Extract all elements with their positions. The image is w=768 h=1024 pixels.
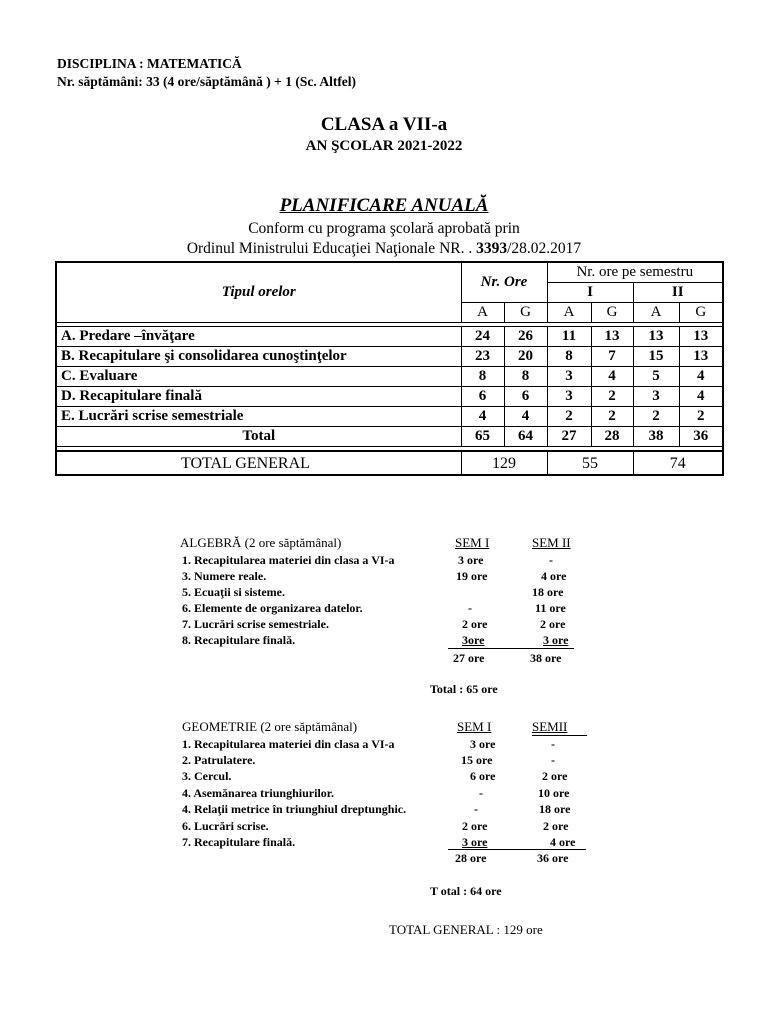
geometry-sem2: - bbox=[551, 753, 555, 767]
plan-title: PLANIFICARE ANUALĂ bbox=[279, 195, 489, 216]
cell: 27 bbox=[547, 427, 591, 447]
cell: 4 bbox=[461, 407, 504, 427]
geometry-sem2: 10 ore bbox=[538, 786, 570, 800]
cell: 24 bbox=[461, 327, 504, 347]
algebra-sem1: 3ore bbox=[462, 633, 485, 647]
table-row bbox=[56, 327, 723, 347]
general-cell: 74 bbox=[633, 451, 723, 475]
sub-a: A bbox=[547, 303, 591, 323]
cell: 38 bbox=[633, 427, 679, 447]
geometry-item: 4. Asemănarea triunghiurilor. bbox=[182, 786, 335, 800]
geometry-item: 2. Patrulatere. bbox=[182, 753, 256, 767]
algebra-sum1: 27 ore bbox=[453, 651, 485, 665]
algebra-sem2-header: SEM II bbox=[532, 535, 571, 550]
geometry-sum1: 28 ore bbox=[455, 851, 487, 865]
cell: 6 bbox=[461, 387, 504, 407]
sub-g: G bbox=[591, 303, 633, 323]
geometry-sem1: 3 ore bbox=[462, 835, 488, 849]
geometry-sem1: 15 ore bbox=[461, 753, 493, 767]
order-line bbox=[0, 240, 768, 258]
cell: 20 bbox=[504, 347, 547, 367]
discipline-line: DISCIPLINA : MATEMATICĂ bbox=[57, 56, 242, 71]
geometry-item: 1. Recapitularea materiei din clasa a VI-a bbox=[182, 737, 395, 751]
cell: 13 bbox=[679, 327, 723, 347]
sub-a: A bbox=[461, 303, 504, 323]
algebra-sem1: - bbox=[468, 601, 472, 615]
header-type: Tipul orelor bbox=[56, 262, 461, 323]
sum-line bbox=[448, 648, 574, 649]
cell: 3 bbox=[547, 387, 591, 407]
geometry-sem2: - bbox=[551, 737, 555, 751]
geometry-sem2-header: SEMII bbox=[532, 719, 568, 734]
geometry-sem2: 18 ore bbox=[539, 802, 571, 816]
algebra-sem1: 2 ore bbox=[462, 617, 488, 631]
cell: 36 bbox=[679, 427, 723, 447]
geometry-sem1: - bbox=[474, 802, 478, 816]
cell: 26 bbox=[504, 327, 547, 347]
sub-a: A bbox=[633, 303, 679, 323]
cell: 8 bbox=[504, 367, 547, 387]
algebra-sum2: 38 ore bbox=[530, 651, 562, 665]
header-hours: Nr. Ore bbox=[461, 262, 547, 303]
cell: 3 bbox=[547, 367, 591, 387]
geometry-sem1: 2 ore bbox=[462, 819, 488, 833]
header-sem1: I bbox=[547, 283, 633, 303]
algebra-sem2: 11 ore bbox=[535, 601, 566, 615]
school-year: AN ŞCOLAR 2021-2022 bbox=[305, 138, 463, 154]
total-label: Total bbox=[56, 427, 461, 447]
cell: 4 bbox=[504, 407, 547, 427]
cell: 13 bbox=[679, 347, 723, 367]
order-suffix: /28.02.2017 bbox=[507, 240, 582, 257]
algebra-sem2: - bbox=[549, 553, 553, 567]
table-row bbox=[56, 347, 723, 367]
sub-g: G bbox=[679, 303, 723, 323]
geometry-sem1: 3 ore bbox=[470, 737, 496, 751]
algebra-sem1-header: SEM I bbox=[455, 535, 490, 550]
total-row bbox=[56, 427, 723, 447]
algebra-sem2: 4 ore bbox=[541, 569, 567, 583]
hours-table bbox=[55, 261, 724, 476]
row-label: B. Recapitulare şi consolidarea cunoştinţelor bbox=[56, 347, 461, 367]
geometry-sum2: 36 ore bbox=[537, 851, 569, 865]
row-label: E. Lucrări scrise semestriale bbox=[56, 407, 461, 427]
algebra-title: ALGEBRĂ (2 ore săptămânal) bbox=[180, 535, 342, 550]
row-label: D. Recapitulare finală bbox=[56, 387, 461, 407]
cell: 4 bbox=[679, 367, 723, 387]
cell: 15 bbox=[633, 347, 679, 367]
algebra-sem2: 18 ore bbox=[532, 585, 564, 599]
sem-underline bbox=[532, 735, 587, 736]
geometry-sem1-header: SEM I bbox=[457, 719, 492, 734]
algebra-item: 7. Lucrări scrise semestriale. bbox=[182, 617, 329, 631]
cell: 11 bbox=[547, 327, 591, 347]
cell: 2 bbox=[591, 407, 633, 427]
general-row bbox=[56, 451, 723, 475]
general-cell: 55 bbox=[547, 451, 633, 475]
cell: 23 bbox=[461, 347, 504, 367]
geometry-item: 6. Lucrări scrise. bbox=[182, 819, 269, 833]
algebra-sem2: 3 ore bbox=[543, 633, 569, 647]
row-label: A. Predare –învăţare bbox=[56, 327, 461, 347]
general-label: TOTAL GENERAL bbox=[56, 451, 461, 475]
algebra-sem1: 3 ore bbox=[458, 553, 484, 567]
cell: 2 bbox=[591, 387, 633, 407]
geometry-sem2: 2 ore bbox=[542, 769, 568, 783]
table-row bbox=[56, 407, 723, 427]
cell: 8 bbox=[461, 367, 504, 387]
cell: 13 bbox=[633, 327, 679, 347]
geometry-title: GEOMETRIE (2 ore săptămânal) bbox=[182, 719, 358, 734]
cell: 4 bbox=[679, 387, 723, 407]
algebra-item: 3. Numere reale. bbox=[182, 569, 267, 583]
table-row bbox=[56, 387, 723, 407]
header-semester: Nr. ore pe semestru bbox=[547, 262, 723, 283]
algebra-item: 6. Elemente de organizarea datelor. bbox=[182, 601, 363, 615]
geometry-sem1: 6 ore bbox=[470, 769, 496, 783]
cell: 13 bbox=[591, 327, 633, 347]
geometry-sem2: 4 ore bbox=[550, 835, 576, 849]
algebra-total: Total : 65 ore bbox=[430, 682, 498, 696]
sub-g: G bbox=[504, 303, 547, 323]
cell: 2 bbox=[633, 407, 679, 427]
geometry-item: 4. Relaţii metrice în triunghiul dreptunghic. bbox=[182, 802, 407, 816]
algebra-sem1: 19 ore bbox=[456, 569, 488, 583]
class-title: CLASA a VII-a bbox=[320, 114, 448, 135]
weeks-line: Nr. săptămâni: 33 (4 ore/săptămână ) + 1 (Sc. Altfel) bbox=[57, 74, 357, 89]
geometry-item: 7. Recapitulare finală. bbox=[182, 835, 296, 849]
geometry-item: 3. Cercul. bbox=[182, 769, 232, 783]
general-cell: 129 bbox=[461, 451, 547, 475]
grand-total: TOTAL GENERAL : 129 ore bbox=[389, 922, 543, 937]
algebra-sem2: 2 ore bbox=[540, 617, 566, 631]
geometry-total: T otal : 64 ore bbox=[430, 884, 502, 898]
row-label: C. Evaluare bbox=[56, 367, 461, 387]
algebra-item: 5. Ecuaţii si sisteme. bbox=[182, 585, 285, 599]
cell: 7 bbox=[591, 347, 633, 367]
geometry-sem1: - bbox=[479, 786, 483, 800]
geometry-sem2: 2 ore bbox=[543, 819, 569, 833]
algebra-item: 1. Recapitularea materiei din clasa a VI-a bbox=[182, 553, 395, 567]
cell: 2 bbox=[547, 407, 591, 427]
table-row bbox=[56, 367, 723, 387]
cell: 64 bbox=[504, 427, 547, 447]
header-sem2: II bbox=[633, 283, 723, 303]
cell: 6 bbox=[504, 387, 547, 407]
cell: 5 bbox=[633, 367, 679, 387]
algebra-item: 8. Recapitulare finală. bbox=[182, 633, 296, 647]
cell: 65 bbox=[461, 427, 504, 447]
cell: 4 bbox=[591, 367, 633, 387]
cell: 2 bbox=[679, 407, 723, 427]
order-number: 3393 bbox=[476, 240, 508, 257]
sum-line bbox=[448, 849, 586, 850]
cell: 28 bbox=[591, 427, 633, 447]
cell: 8 bbox=[547, 347, 591, 367]
order-prefix: Ordinul Ministrului Educaţiei Naţionale NR. . bbox=[186, 240, 477, 257]
conform-line: Conform cu programa şcolară aprobată prin bbox=[248, 220, 520, 237]
cell: 3 bbox=[633, 387, 679, 407]
